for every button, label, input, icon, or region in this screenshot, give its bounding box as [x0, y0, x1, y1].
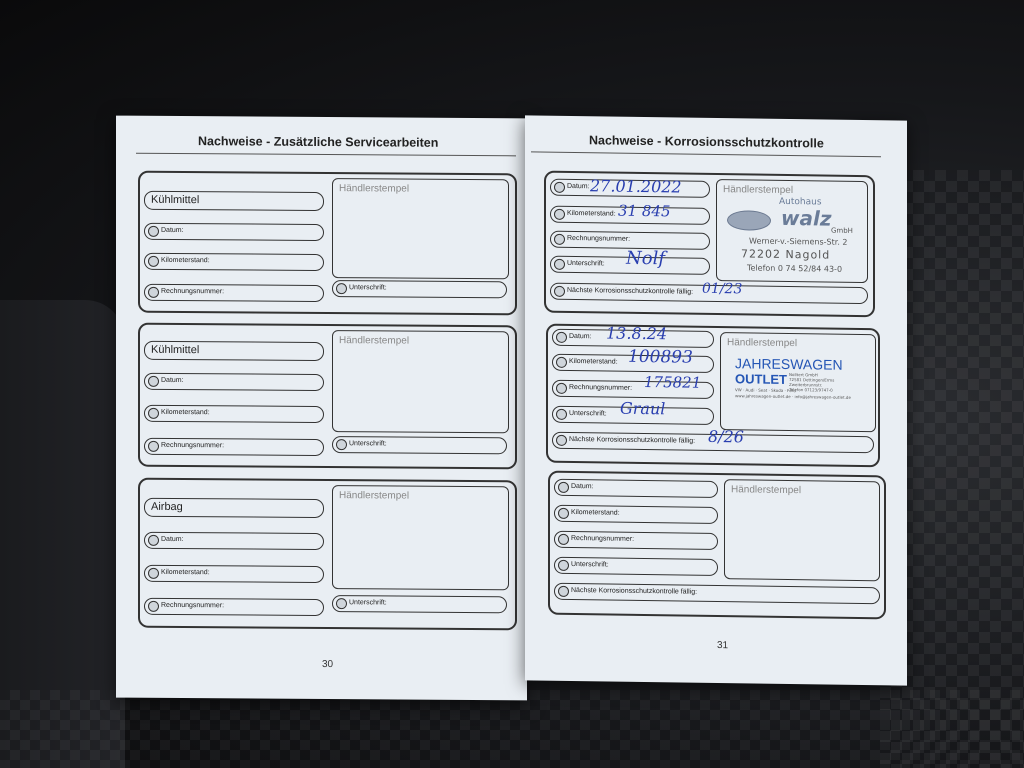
field-label: Unterschrift:: [569, 409, 607, 418]
bullet-icon: [148, 408, 159, 419]
stamp-web: www.jahreswagen-outlet.de · info@jahreswagen-outlet.de: [735, 393, 851, 400]
field-label: Kilometerstand:: [161, 408, 210, 417]
handwritten-km: 31 845: [618, 201, 671, 221]
unterschrift-field[interactable]: [332, 280, 507, 298]
service-block-coolant-1: [138, 171, 517, 316]
stamp-brands: VW · Audi · Seat · Skoda · Ford: [735, 387, 796, 394]
block-heading-field: [144, 341, 324, 361]
dealer-stamp-box: [720, 332, 876, 432]
stamp-phone: Telefon 0 74 52/84 43-0: [747, 263, 843, 274]
stamp-city: 72202 Nagold: [741, 247, 831, 262]
corrosion-block-2: [546, 324, 880, 468]
field-label: Unterschrift:: [349, 440, 387, 448]
handwritten-signature: Nolf: [626, 247, 666, 270]
dealer-stamp-box: [716, 179, 868, 283]
bullet-icon: [558, 482, 569, 493]
stamp-city: 72581 Dettingen/Erms: [789, 377, 835, 383]
bullet-icon: [556, 332, 567, 343]
datum-field[interactable]: [144, 373, 324, 391]
rechnungsnummer-field[interactable]: [144, 598, 324, 616]
field-label: Datum:: [569, 332, 592, 341]
dealer-stamp-box: [332, 178, 509, 279]
field-label: Kilometerstand:: [161, 256, 210, 265]
field-label: Rechnungsnummer:: [161, 287, 225, 296]
bullet-icon: [558, 508, 569, 519]
block-heading: Kühlmittel: [151, 193, 200, 207]
page-title: Nachweise - Korrosionsschutzkontrolle: [589, 133, 824, 151]
handwritten-next-date: 01/23: [702, 280, 743, 298]
handwritten-date: 13.8.24: [606, 323, 668, 344]
page-number: 30: [322, 659, 334, 671]
bullet-icon: [554, 259, 565, 270]
field-label: Datum:: [161, 376, 184, 385]
bullet-icon: [336, 283, 347, 294]
field-label: Kilometerstand:: [569, 357, 618, 366]
stamp-label: Händlerstempel: [731, 484, 802, 497]
stamp-label: Händlerstempel: [339, 490, 410, 502]
bullet-icon: [556, 383, 567, 394]
bullet-icon: [148, 441, 159, 452]
field-label: Nächste Korrosionsschutzkontrolle fällig:: [569, 435, 696, 445]
field-label: Rechnungsnummer:: [161, 601, 225, 610]
kilometerstand-field[interactable]: [144, 405, 324, 423]
stamp-brand: walz: [781, 205, 832, 231]
field-label: Unterschrift:: [571, 560, 609, 569]
stamp-phone: Telefon 07123/9747-0: [789, 387, 833, 393]
stamp-logo-text: Autohaus: [779, 196, 822, 208]
field-label: Datum:: [161, 535, 184, 544]
corrosion-block-3: [548, 471, 886, 620]
block-heading-field: [144, 191, 324, 211]
kilometerstand-field[interactable]: [144, 565, 324, 583]
rechnungsnummer-field[interactable]: [144, 438, 324, 456]
field-label: Datum:: [567, 182, 590, 191]
kilometerstand-field[interactable]: [554, 505, 718, 524]
stamp-street: Zweiterbrunnstr.: [789, 382, 823, 388]
corrosion-block-1: [544, 171, 875, 318]
bullet-icon: [148, 226, 159, 237]
stamp-label: Händlerstempel: [339, 335, 410, 347]
bullet-icon: [336, 439, 347, 450]
field-label: Unterschrift:: [349, 284, 387, 292]
field-label: Rechnungsnummer:: [161, 441, 225, 450]
right-page: [525, 115, 907, 685]
stamp-jahreswagen: JAHRESWAGEN: [735, 355, 843, 373]
service-block-airbag: [138, 478, 517, 631]
field-label: Rechnungsnummer:: [571, 534, 635, 543]
handwritten-signature: Graul: [620, 398, 666, 419]
field-label: Kilometerstand:: [567, 209, 616, 218]
bullet-icon: [556, 435, 567, 446]
bullet-icon: [336, 598, 347, 609]
dealer-stamp-box: [332, 485, 509, 590]
stamp-company: Nolltert GmbH: [789, 372, 818, 378]
bullet-icon: [556, 357, 567, 368]
bullet-icon: [556, 409, 567, 420]
handwritten-invoice: 175821: [644, 372, 702, 392]
field-label: Nächste Korrosionsschutzkontrolle fällig:: [571, 586, 698, 596]
kilometerstand-field[interactable]: [144, 253, 324, 271]
bullet-icon: [148, 601, 159, 612]
stamp-street: Werner-v.-Siemens-Str. 2: [749, 236, 848, 247]
page-number: 31: [717, 640, 729, 652]
field-label: Rechnungsnummer:: [567, 234, 631, 243]
unterschrift-field[interactable]: [332, 595, 507, 613]
left-page: [116, 116, 527, 701]
bullet-icon: [554, 286, 565, 297]
stamp-label: Händlerstempel: [723, 184, 794, 197]
dealer-stamp-box: [724, 479, 880, 581]
bullet-icon: [554, 234, 565, 245]
bullet-icon: [148, 256, 159, 267]
title-rule: [136, 153, 516, 157]
block-heading: Airbag: [151, 500, 183, 514]
field-label: Datum:: [571, 482, 594, 491]
unterschrift-field[interactable]: [554, 557, 718, 576]
field-label: Rechnungsnummer:: [569, 383, 633, 392]
stamp-label: Händlerstempel: [339, 183, 410, 195]
service-block-coolant-2: [138, 323, 517, 470]
stamp-label: Händlerstempel: [727, 337, 798, 350]
block-heading-field: [144, 498, 324, 518]
title-rule: [531, 151, 881, 157]
rechnungsnummer-field[interactable]: [554, 531, 718, 550]
handwritten-km: 100893: [628, 346, 693, 368]
page-title: Nachweise - Zusätzliche Servicearbeiten: [198, 134, 439, 150]
block-heading: Kühlmittel: [151, 343, 200, 357]
field-label: Unterschrift:: [567, 259, 605, 268]
bullet-icon: [558, 534, 569, 545]
handwritten-date: 27.01.2022: [590, 176, 682, 197]
dealer-logo-icon: [727, 210, 771, 231]
next-inspection-field[interactable]: [554, 583, 880, 605]
bullet-icon: [554, 209, 565, 220]
unterschrift-field[interactable]: [332, 436, 507, 454]
bullet-icon: [148, 535, 159, 546]
field-label: Nächste Korrosionsschutzkontrolle fällig:: [567, 286, 694, 296]
bullet-icon: [558, 560, 569, 571]
field-label: Kilometerstand:: [571, 508, 620, 517]
dealer-stamp-box: [332, 330, 509, 433]
field-label: Datum:: [161, 226, 184, 235]
field-label: Unterschrift:: [349, 599, 387, 607]
seat-cushion: [0, 690, 1024, 768]
stamp-suffix: GmbH: [831, 226, 853, 235]
stamp-outlet: OUTLET: [735, 371, 787, 387]
rechnungsnummer-field[interactable]: [144, 284, 324, 302]
bullet-icon: [148, 376, 159, 387]
field-label: Kilometerstand:: [161, 568, 210, 577]
handwritten-next-date: 8/26: [708, 426, 744, 447]
bullet-icon: [148, 568, 159, 579]
datum-field[interactable]: [144, 223, 324, 241]
bullet-icon: [148, 287, 159, 298]
bullet-icon: [554, 182, 565, 193]
datum-field[interactable]: [554, 479, 718, 498]
datum-field[interactable]: [144, 532, 324, 550]
bullet-icon: [558, 586, 569, 597]
